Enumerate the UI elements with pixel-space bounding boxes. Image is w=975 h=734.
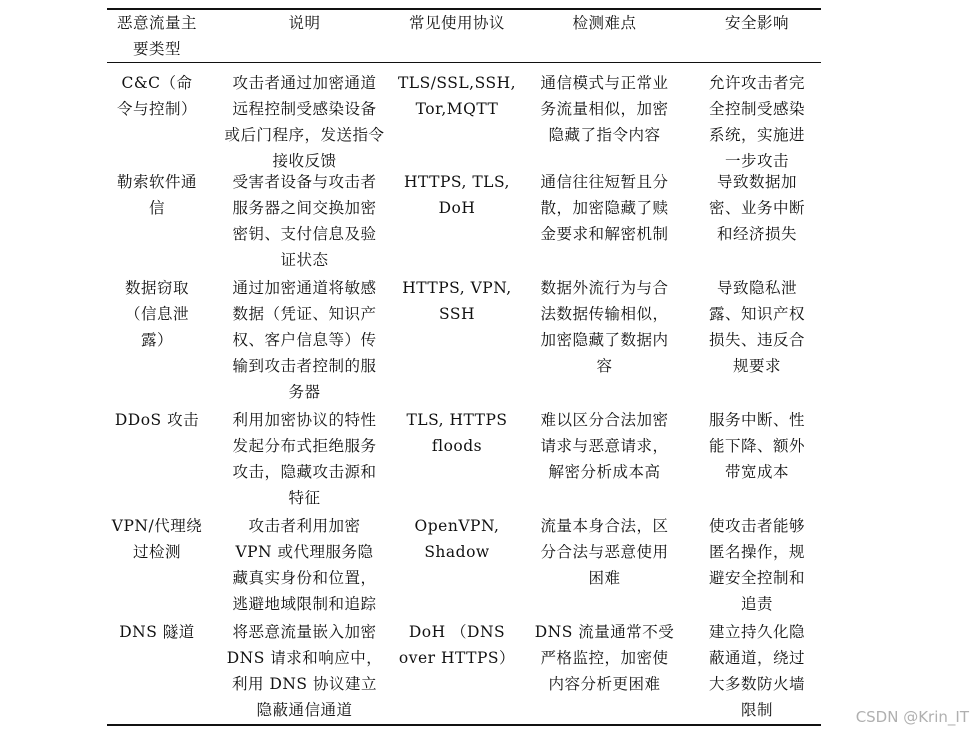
watermark: CSDN @Krin_IT — [855, 708, 969, 726]
cell-impact: 建立持久化隐 蔽通道，绕过 大多数防火墙 限制 — [708, 623, 805, 719]
cell-protocols: OpenVPN, Shadow — [414, 517, 500, 561]
header-type: 恶意流量主 要类型 — [116, 14, 197, 58]
cell-type: 勒索软件通 信 — [116, 173, 197, 217]
table-header-rule — [107, 62, 821, 63]
cell-difficulty: 通信往往短暂且分 散，加密隐藏了赎 金要求和解密机制 — [540, 173, 669, 243]
cell-protocols: HTTPS, VPN, SSH — [402, 279, 512, 323]
header-difficulty: 检测难点 — [572, 14, 637, 32]
cell-description: 攻击者利用加密 VPN 或代理服务隐 藏真实身份和位置， 逃避地域限制和追踪 — [232, 517, 377, 613]
cell-impact: 导致数据加 密、业务中断 和经济损失 — [708, 173, 805, 243]
cell-type: DDoS 攻击 — [114, 411, 200, 429]
header-description: 说明 — [288, 14, 321, 32]
table-bottom-rule — [107, 724, 821, 726]
cell-type: DNS 隧道 — [119, 623, 195, 641]
cell-description: 将恶意流量嵌入加密 DNS 请求和响应中， 利用 DNS 协议建立 隐蔽通信通道 — [226, 623, 383, 719]
cell-impact: 导致隐私泄 露、知识产权 损失、违反合 规要求 — [708, 279, 805, 375]
cell-description: 受害者设备与攻击者 服务器之间交换加密 密钥、支付信息及验 证状态 — [232, 173, 377, 269]
cell-type: C&C（命 令与控制） — [116, 74, 197, 118]
cell-protocols: HTTPS, TLS, DoH — [404, 173, 510, 217]
cell-difficulty: DNS 流量通常不受 严格监控，加密使 内容分析更困难 — [534, 623, 675, 693]
cell-difficulty: 难以区分合法加密 请求与恶意请求， 解密分析成本高 — [540, 411, 669, 481]
cell-description: 攻击者通过加密通道 远程控制受感染设备 或后门程序，发送指令 接收反馈 — [224, 74, 385, 170]
cell-impact: 使攻击者能够 匿名操作，规 避安全控制和 追责 — [708, 517, 805, 613]
header-protocols: 常见使用协议 — [408, 14, 505, 32]
cell-type: 数据窃取 （信息泄 露） — [124, 279, 189, 349]
cell-impact: 允许攻击者完 全控制受感染 系统，实施进 一步攻击 — [708, 74, 805, 170]
cell-description: 通过加密通道将敏感 数据（凭证、知识产 权、客户信息等）传 输到攻击者控制的服 务器 — [232, 279, 377, 401]
cell-protocols: TLS, HTTPS floods — [406, 411, 508, 455]
cell-impact: 服务中断、性 能下降、额外 带宽成本 — [708, 411, 805, 481]
cell-difficulty: 流量本身合法，区 分合法与恶意使用 困难 — [540, 517, 669, 587]
header-impact: 安全影响 — [724, 14, 789, 32]
cell-difficulty: 通信模式与正常业 务流量相似，加密 隐藏了指令内容 — [540, 74, 669, 144]
cell-type: VPN/代理绕 过检测 — [111, 517, 203, 561]
cell-description: 利用加密协议的特性 发起分布式拒绝服务 攻击，隐藏攻击源和 特征 — [232, 411, 377, 507]
cell-difficulty: 数据外流行为与合 法数据传输相似， 加密隐藏了数据内 容 — [540, 279, 669, 375]
cell-protocols: TLS/SSL,SSH, Tor,MQTT — [397, 74, 517, 118]
cell-protocols: DoH （DNS over HTTPS） — [398, 623, 516, 667]
